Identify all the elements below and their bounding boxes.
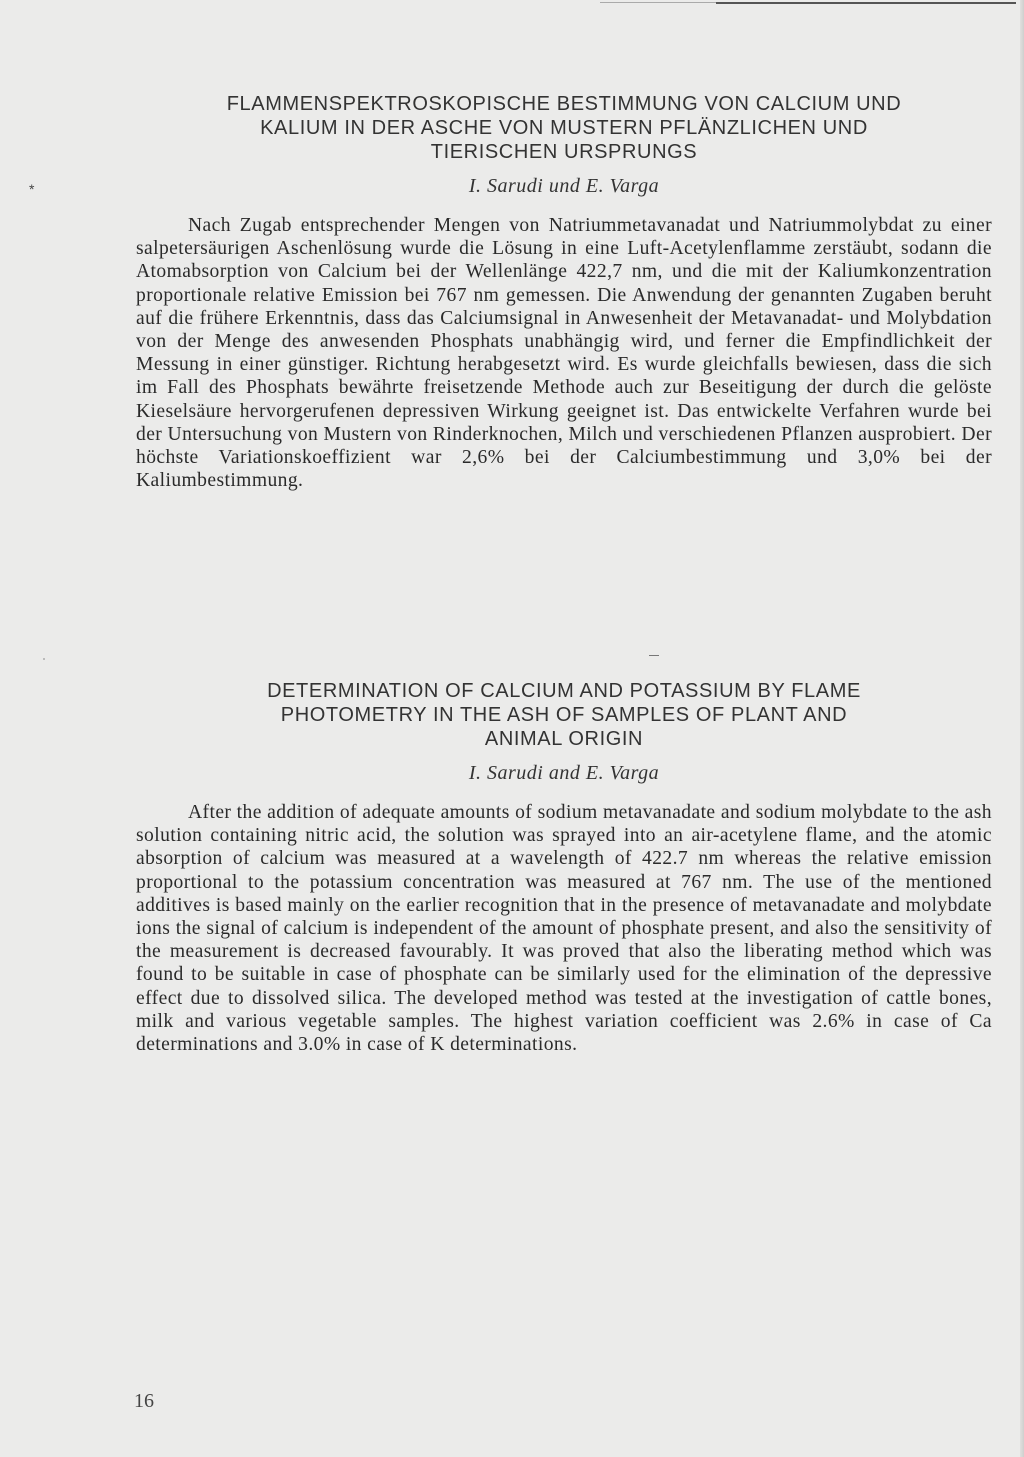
page-number: 16 — [134, 1390, 154, 1412]
scan-edge-line — [716, 2, 1016, 4]
scan-right-edge — [1020, 0, 1024, 1457]
scan-edge-line-faint — [600, 2, 716, 3]
title-line: FLAMMENSPEKTROSKOPISCHE BESTIMMUNG VON CALCIUM UND — [226, 93, 902, 115]
scan-speck: * — [29, 181, 35, 197]
section-separator — [649, 655, 659, 656]
abstract-german: Nach Zugab entsprechender Mengen von Natriummetavanadat und Natriummolybdat zu einer salpetersäurigen Aschenlösung wurde die Lösung in eine Luft-Acetylenflamme zerstäubt, sodann die Atomabsorption von Calcium bei der Wellenlänge 422,7 nm, und die mit der Kaliumkonzentration proportionale relative Emission bei 767 nm gemessen. Die Anwendung der genannten Zugaben beruht auf die frühere Erkenntnis, dass das Calciumsignal in Anwesenheit der Metavanadat- und Molybdation von der Menge des anwesenden Phosphats unabhängig wird, und ferner die Empfindlichkeit der Messung in einer günstiger. Richtung herabgesetzt wird. Es wurde gleichfalls bewiesen, dass die sich im Fall des Phosphats bewährte freisetzende Methode auch zur Beseitigung der durch die gelöste Kieselsäure hervorgerufenen depressiven Wirkung geeignet ist. Das entwickelte Verfahren wurde bei der Untersuchung von Mustern von Rinderknochen, Milch und verschiedenen Pflanzen ausprobiert. Der höchste Variationskoeffizient war 2,6% bei der Calciumbestimmung und 3,0% bei der Kaliumbestimmung. — [136, 215, 992, 492]
article-title-english — [136, 679, 992, 751]
article-german — [136, 92, 992, 512]
title-line: PHOTOMETRY IN THE ASH OF SAMPLES OF PLANT AND — [280, 704, 848, 726]
article-authors-english: I. Sarudi and E. Varga — [468, 762, 660, 784]
article-english — [136, 679, 992, 1076]
title-line: DETERMINATION OF CALCIUM AND POTASSIUM BY FLAME — [267, 680, 861, 702]
abstract-english: After the addition of adequate amounts of sodium metavanadate and sodium molybdate to the ash solution containing nitric acid, the solution was sprayed into an air-acetylene flame, and the atomic absorption of calcium was measured at a wavelength of 422.7 nm whereas the relative emission proportional to the potassium concentration was measured at 767 nm. The use of the mentioned additives is based mainly on the earlier recognition that in the presence of metavanadate and molybdate ions the signal of calcium is independent of the amount of phosphate present, and also the sensitivity of the measurement is decreased favourably. It was proved that also the liberating method which was found to be suitable in case of phosphate can be similarly used for the elimination of the depressive effect due to dissolved silica. The developed method was tested at the investigation of cattle bones, milk and various vegetable samples. The highest variation coefficient was 2.6% in case of Ca determinations and 3.0% in case of K determinations. — [136, 802, 992, 1056]
title-line: ANIMAL ORIGIN — [484, 728, 644, 750]
article-title-german — [136, 92, 992, 164]
article-authors-german: I. Sarudi und E. Varga — [468, 175, 660, 197]
title-line: KALIUM IN DER ASCHE VON MUSTERN PFLÄNZLICHEN UND — [260, 117, 868, 139]
title-line: TIERISCHEN URSPRUNGS — [430, 141, 698, 163]
scan-speck-dot — [43, 658, 45, 660]
